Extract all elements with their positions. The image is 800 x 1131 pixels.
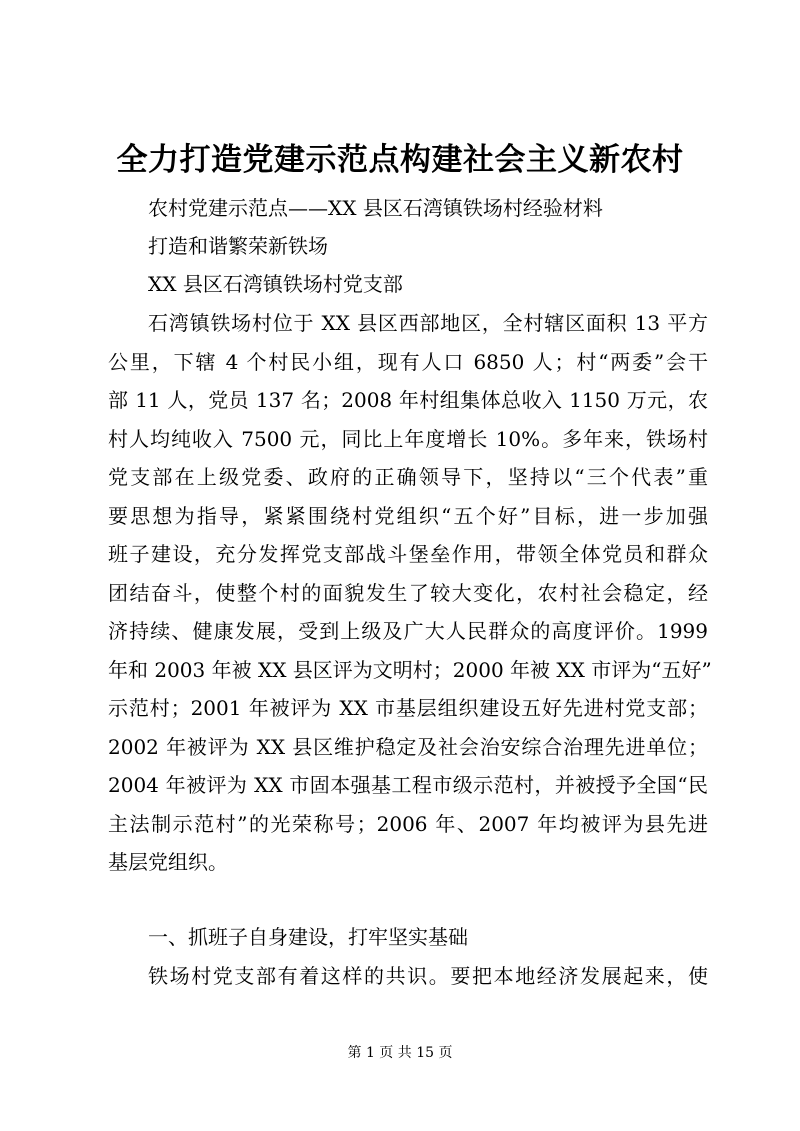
paragraph-line: 2002 年被评为 XX 县区维护稳定及社会治安综合治理先进单位；	[108, 734, 708, 759]
page-footer: 第 1 页 共 15 页	[347, 1045, 453, 1061]
paragraph-line: 部 11 人，党员 137 名；2008 年村组集体总收入 1150 万元，农	[108, 388, 708, 412]
paragraph-line: 石湾镇铁场村位于 XX 县区西部地区，全村辖区面积 13 平方	[148, 311, 708, 335]
paragraph-line: 铁场村党支部有着这样的共识。要把本地经济发展起来，使	[148, 964, 708, 988]
paragraph-line: 村人均纯收入 7500 元，同比上年度增长 10%。多年来，铁场村	[108, 426, 708, 451]
paragraph-line: 班子建设，充分发挥党支部战斗堡垒作用，带领全体党员和群众	[108, 542, 708, 566]
paragraph-line: 公里，下辖 4 个村民小组，现有人口 6850 人；村“两委”会干	[108, 349, 708, 374]
paragraph-line: 基层党组织。	[108, 850, 228, 874]
paragraph-line: 济持续、健康发展，受到上级及广大人民群众的高度评价。1999	[108, 619, 708, 643]
paragraph-line: 团结奋斗，使整个村的面貌发生了较大变化，农村社会稳定，经	[108, 580, 708, 605]
paragraph-line: 2004 年被评为 XX 市固本强基工程市级示范村，并被授予全国“民	[108, 773, 708, 797]
paragraph-line: 要思想为指导，紧紧围绕村党组织“五个好”目标，进一步加强	[108, 503, 708, 528]
page-title: 全力打造党建示范点构建社会主义新农村	[116, 142, 684, 178]
section-heading: 一、抓班子自身建设，打牢坚实基础	[148, 925, 468, 949]
paragraph-line: 年和 2003 年被 XX 县区评为文明村；2000 年被 XX 市评为“五好”	[108, 657, 712, 682]
paragraph-2	[108, 957, 708, 996]
subtitle-line: 打造和谐繁荣新铁场	[148, 234, 328, 258]
author-line: XX 县区石湾镇铁场村党支部	[148, 272, 403, 296]
subtitle-line: 农村党建示范点——XX 县区石湾镇铁场村经验材料	[148, 196, 603, 220]
paragraph-line: 示范村；2001 年被评为 XX 市基层组织建设五好先进村党支部；	[108, 696, 708, 720]
paragraph-line: 党支部在上级党委、政府的正确领导下，坚持以“三个代表”重	[108, 465, 708, 489]
paragraph-1	[108, 304, 712, 882]
paragraph-line: 主法制示范村”的光荣称号；2006 年、2007 年均被评为县先进	[108, 811, 708, 836]
